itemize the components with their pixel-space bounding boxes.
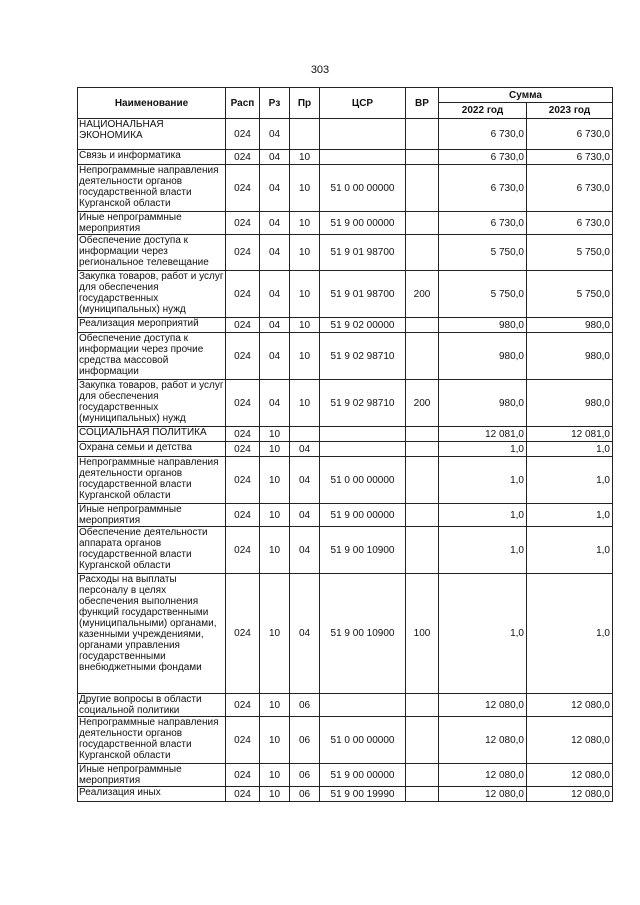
table-row <box>78 235 613 271</box>
cell-y2022: 1,0 <box>439 442 527 457</box>
cell-name: Непрограммные направления деятельности органов государственной власти Курганской области <box>78 457 226 504</box>
table-row <box>78 427 613 442</box>
table-body <box>78 119 613 802</box>
cell-csr <box>320 694 406 717</box>
cell-y2022: 12 080,0 <box>439 717 527 764</box>
cell-pr: 10 <box>290 165 320 212</box>
cell-y2023: 5 750,0 <box>527 235 613 271</box>
cell-pr: 06 <box>290 787 320 802</box>
cell-csr: 51 0 00 00000 <box>320 457 406 504</box>
table-row <box>78 442 613 457</box>
cell-y2022: 6 730,0 <box>439 165 527 212</box>
cell-name: Иные непрограммные мероприятия <box>78 212 226 235</box>
cell-pr: 10 <box>290 380 320 427</box>
cell-y2022: 980,0 <box>439 333 527 380</box>
cell-vr <box>406 764 439 787</box>
cell-pr: 04 <box>290 527 320 574</box>
cell-y2022: 5 750,0 <box>439 235 527 271</box>
cell-vr <box>406 333 439 380</box>
cell-rz: 04 <box>260 333 290 380</box>
cell-rz: 04 <box>260 318 290 333</box>
header-name: Наименование <box>78 88 226 119</box>
cell-rasp: 024 <box>226 380 260 427</box>
cell-rz: 04 <box>260 165 290 212</box>
table-row <box>78 212 613 235</box>
cell-pr: 04 <box>290 504 320 527</box>
cell-name: Закупка товаров, работ и услуг для обеспечения государственных (муниципальных) нужд <box>78 271 226 318</box>
cell-csr: 51 9 02 98710 <box>320 380 406 427</box>
cell-y2023: 1,0 <box>527 504 613 527</box>
cell-vr <box>406 212 439 235</box>
cell-y2022: 12 080,0 <box>439 764 527 787</box>
cell-rz: 04 <box>260 380 290 427</box>
header-year-2022: 2022 год <box>439 103 527 119</box>
cell-name: Закупка товаров, работ и услуг для обеспечения государственных (муниципальных) нужд <box>78 380 226 427</box>
cell-rz: 10 <box>260 442 290 457</box>
cell-rz: 10 <box>260 717 290 764</box>
cell-name: Непрограммные направления деятельности органов государственной власти Курганской области <box>78 717 226 764</box>
cell-pr <box>290 427 320 442</box>
cell-rasp: 024 <box>226 764 260 787</box>
cell-rz: 10 <box>260 787 290 802</box>
cell-vr <box>406 318 439 333</box>
cell-y2023: 980,0 <box>527 333 613 380</box>
cell-vr <box>406 787 439 802</box>
cell-csr <box>320 442 406 457</box>
cell-rasp: 024 <box>226 427 260 442</box>
cell-vr <box>406 457 439 504</box>
cell-rz: 04 <box>260 150 290 165</box>
table-row <box>78 150 613 165</box>
cell-vr <box>406 717 439 764</box>
cell-name: Иные непрограммные мероприятия <box>78 504 226 527</box>
cell-pr: 10 <box>290 212 320 235</box>
table-row <box>78 527 613 574</box>
cell-pr <box>290 119 320 150</box>
cell-csr: 51 9 00 00000 <box>320 764 406 787</box>
cell-rz: 10 <box>260 457 290 504</box>
cell-y2023: 980,0 <box>527 380 613 427</box>
cell-pr: 06 <box>290 694 320 717</box>
cell-rasp: 024 <box>226 235 260 271</box>
cell-vr: 200 <box>406 271 439 318</box>
header-pr: Пр <box>290 88 320 119</box>
cell-rasp: 024 <box>226 271 260 318</box>
cell-y2022: 6 730,0 <box>439 150 527 165</box>
cell-csr: 51 9 00 19990 <box>320 787 406 802</box>
cell-csr: 51 9 02 98710 <box>320 333 406 380</box>
cell-y2023: 1,0 <box>527 442 613 457</box>
cell-y2022: 980,0 <box>439 380 527 427</box>
cell-y2022: 1,0 <box>439 574 527 694</box>
cell-rz: 10 <box>260 574 290 694</box>
cell-rz: 04 <box>260 212 290 235</box>
cell-vr <box>406 427 439 442</box>
cell-rasp: 024 <box>226 333 260 380</box>
cell-rz: 04 <box>260 271 290 318</box>
table-row <box>78 318 613 333</box>
cell-pr: 06 <box>290 764 320 787</box>
cell-pr: 10 <box>290 150 320 165</box>
table-row <box>78 457 613 504</box>
header-vr: ВР <box>406 88 439 119</box>
cell-name: Иные непрограммные мероприятия <box>78 764 226 787</box>
cell-vr <box>406 119 439 150</box>
cell-rz: 10 <box>260 527 290 574</box>
cell-csr: 51 0 00 00000 <box>320 165 406 212</box>
cell-y2022: 6 730,0 <box>439 119 527 150</box>
cell-name: Другие вопросы в области социальной политики <box>78 694 226 717</box>
header-sum: Сумма <box>439 88 613 103</box>
cell-name: Обеспечение доступа к информации через региональное телевещание <box>78 235 226 271</box>
table-row <box>78 119 613 150</box>
cell-csr: 51 9 00 10900 <box>320 574 406 694</box>
table-row <box>78 333 613 380</box>
cell-y2022: 980,0 <box>439 318 527 333</box>
cell-csr: 51 9 01 98700 <box>320 271 406 318</box>
cell-csr: 51 9 00 00000 <box>320 504 406 527</box>
cell-pr: 10 <box>290 333 320 380</box>
cell-y2023: 5 750,0 <box>527 271 613 318</box>
cell-name: Расходы на выплаты персоналу в целях обеспечения выполнения функций государственными (муниципальными) органами, казенными учреждениями, органами управления государственными внебюджетными фондами <box>78 574 226 694</box>
cell-rasp: 024 <box>226 504 260 527</box>
cell-y2023: 12 080,0 <box>527 717 613 764</box>
cell-pr: 10 <box>290 271 320 318</box>
header-row-1 <box>78 88 613 103</box>
cell-vr <box>406 235 439 271</box>
cell-rz: 04 <box>260 119 290 150</box>
cell-y2023: 12 080,0 <box>527 694 613 717</box>
cell-rasp: 024 <box>226 787 260 802</box>
cell-y2022: 6 730,0 <box>439 212 527 235</box>
cell-csr: 51 9 01 98700 <box>320 235 406 271</box>
cell-csr: 51 9 00 10900 <box>320 527 406 574</box>
cell-y2023: 980,0 <box>527 318 613 333</box>
cell-y2023: 6 730,0 <box>527 119 613 150</box>
cell-csr: 51 9 02 00000 <box>320 318 406 333</box>
cell-csr <box>320 150 406 165</box>
cell-name: Охрана семьи и детства <box>78 442 226 457</box>
cell-rasp: 024 <box>226 150 260 165</box>
cell-y2023: 1,0 <box>527 457 613 504</box>
cell-name: Обеспечение деятельности аппарата органов государственной власти Курганской области <box>78 527 226 574</box>
cell-pr: 04 <box>290 442 320 457</box>
table-row <box>78 504 613 527</box>
cell-y2023: 6 730,0 <box>527 165 613 212</box>
cell-vr <box>406 165 439 212</box>
cell-vr <box>406 504 439 527</box>
cell-rz: 10 <box>260 694 290 717</box>
cell-rasp: 024 <box>226 119 260 150</box>
cell-rasp: 024 <box>226 574 260 694</box>
cell-name: Непрограммные направления деятельности органов государственной власти Курганской области <box>78 165 226 212</box>
cell-rz: 10 <box>260 427 290 442</box>
cell-vr: 100 <box>406 574 439 694</box>
table-row <box>78 165 613 212</box>
table-row <box>78 717 613 764</box>
table-row <box>78 787 613 802</box>
table-row <box>78 574 613 694</box>
cell-y2022: 1,0 <box>439 527 527 574</box>
cell-rasp: 024 <box>226 717 260 764</box>
cell-pr: 04 <box>290 457 320 504</box>
cell-rz: 10 <box>260 764 290 787</box>
table-row <box>78 380 613 427</box>
cell-csr: 51 9 00 00000 <box>320 212 406 235</box>
cell-y2022: 1,0 <box>439 457 527 504</box>
cell-y2023: 12 081,0 <box>527 427 613 442</box>
cell-vr <box>406 150 439 165</box>
cell-rasp: 024 <box>226 442 260 457</box>
table-row <box>78 764 613 787</box>
cell-name: Связь и информатика <box>78 150 226 165</box>
cell-name: Обеспечение доступа к информации через прочие средства массовой информации <box>78 333 226 380</box>
cell-csr <box>320 427 406 442</box>
cell-y2023: 12 080,0 <box>527 764 613 787</box>
cell-pr: 10 <box>290 235 320 271</box>
cell-y2022: 12 080,0 <box>439 694 527 717</box>
cell-rasp: 024 <box>226 212 260 235</box>
header-rz: Рз <box>260 88 290 119</box>
cell-name: Реализация иных <box>78 787 226 802</box>
cell-rasp: 024 <box>226 318 260 333</box>
cell-pr: 04 <box>290 574 320 694</box>
cell-name: НАЦИОНАЛЬНАЯ ЭКОНОМИКА <box>78 119 226 150</box>
cell-pr: 10 <box>290 318 320 333</box>
page-number: 303 <box>310 64 330 76</box>
cell-rasp: 024 <box>226 694 260 717</box>
cell-csr <box>320 119 406 150</box>
cell-vr: 200 <box>406 380 439 427</box>
header-csr: ЦСР <box>320 88 406 119</box>
cell-rz: 04 <box>260 235 290 271</box>
cell-pr: 06 <box>290 717 320 764</box>
cell-y2023: 1,0 <box>527 574 613 694</box>
budget-table <box>77 87 613 802</box>
cell-rz: 10 <box>260 504 290 527</box>
cell-y2022: 1,0 <box>439 504 527 527</box>
cell-y2023: 12 080,0 <box>527 787 613 802</box>
cell-y2023: 6 730,0 <box>527 212 613 235</box>
cell-y2023: 1,0 <box>527 527 613 574</box>
cell-vr <box>406 694 439 717</box>
cell-vr <box>406 442 439 457</box>
cell-y2022: 12 080,0 <box>439 787 527 802</box>
header-rasp: Расп <box>226 88 260 119</box>
cell-y2023: 6 730,0 <box>527 150 613 165</box>
table-row <box>78 694 613 717</box>
cell-rasp: 024 <box>226 527 260 574</box>
cell-y2022: 5 750,0 <box>439 271 527 318</box>
cell-rasp: 024 <box>226 457 260 504</box>
header-year-2023: 2023 год <box>527 103 613 119</box>
cell-vr <box>406 527 439 574</box>
table-row <box>78 271 613 318</box>
cell-y2022: 12 081,0 <box>439 427 527 442</box>
cell-rasp: 024 <box>226 165 260 212</box>
cell-csr: 51 0 00 00000 <box>320 717 406 764</box>
cell-name: Реализация мероприятий <box>78 318 226 333</box>
cell-name: СОЦИАЛЬНАЯ ПОЛИТИКА <box>78 427 226 442</box>
